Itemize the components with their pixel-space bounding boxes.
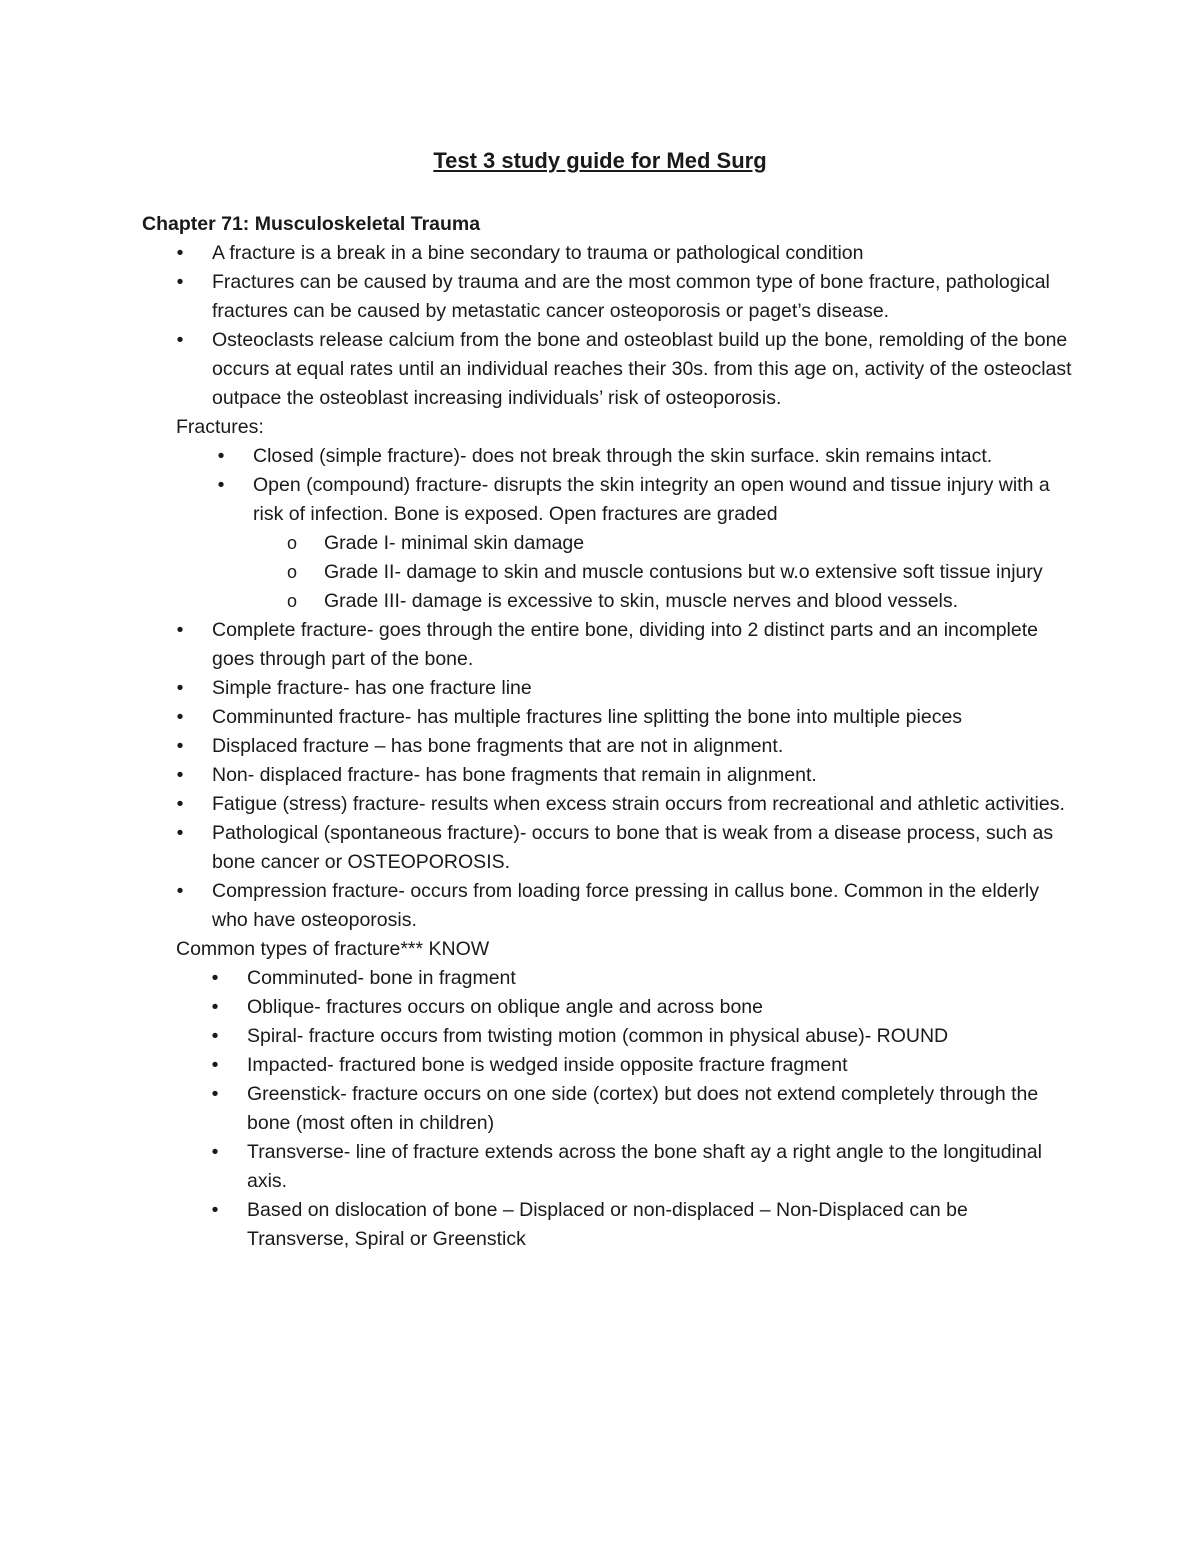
- list-item: [142, 761, 1072, 790]
- list-item-text: Displaced fracture – has bone fragments that are not in alignment.: [212, 735, 784, 757]
- list-item: [142, 819, 1072, 877]
- list-item: [142, 1051, 1072, 1080]
- bullet-icon: o: [286, 562, 297, 582]
- list-item-text: Spiral- fracture occurs from twisting motion (common in physical abuse)- ROUND: [247, 1025, 949, 1047]
- chapter-heading: Chapter 71: Musculoskeletal Trauma: [142, 213, 481, 235]
- bullet-icon: •: [211, 1025, 219, 1047]
- list-item: [142, 732, 1072, 761]
- bullet-icon: •: [211, 1054, 219, 1076]
- list-item: [142, 558, 1072, 587]
- document-body: [142, 210, 1072, 1254]
- list-item: [142, 1022, 1072, 1051]
- fractures-list: [142, 442, 1072, 529]
- list-item: [142, 529, 1072, 558]
- list-item: [142, 1138, 1072, 1196]
- list-item-text: Closed (simple fracture)- does not break through the skin surface. skin remains intact.: [253, 445, 993, 467]
- intro-list: [142, 239, 1072, 413]
- list-item-text: Comminuted- bone in fragment: [247, 967, 516, 989]
- list-item-text: Comminunted fracture- has multiple fractures line splitting the bone into multiple pieces: [212, 706, 963, 728]
- document-title: Test 3 study guide for Med Surg: [433, 148, 767, 173]
- list-item: [142, 703, 1072, 732]
- list-item-text: Osteoclasts release calcium from the bone and osteoblast build up the bone, remolding of the bone occurs at equal rates until an individual reaches their 30s. from this age on, activity of the osteoclast outpace the osteoblast increasing individuals’ risk of osteoporosis.: [212, 329, 1072, 409]
- bullet-icon: •: [176, 242, 184, 264]
- list-item-text: Open (compound) fracture- disrupts the skin integrity an open wound and tissue injury with a risk of infection. Bone is exposed. Open fractures are graded: [253, 474, 1050, 525]
- bullet-icon: •: [211, 1083, 219, 1105]
- list-item-text: Impacted- fractured bone is wedged inside opposite fracture fragment: [247, 1054, 848, 1076]
- list-item-text: A fracture is a break in a bine secondary to trauma or pathological condition: [212, 242, 864, 264]
- list-item: [142, 268, 1072, 326]
- list-item-text: Fatigue (stress) fracture- results when excess strain occurs from recreational and athletic activities.: [212, 793, 1065, 815]
- bullet-icon: •: [211, 1199, 219, 1221]
- list-item-text: Greenstick- fracture occurs on one side (cortex) but does not extend completely through the bone (most often in children): [247, 1083, 1039, 1134]
- list-item: [142, 326, 1072, 413]
- list-item: [142, 674, 1072, 703]
- bullet-icon: •: [176, 764, 184, 786]
- list-item: [142, 790, 1072, 819]
- bullet-icon: •: [176, 735, 184, 757]
- fracture-types-list: [142, 616, 1072, 935]
- list-item-text: Oblique- fractures occurs on oblique angle and across bone: [247, 996, 763, 1018]
- bullet-icon: •: [217, 445, 225, 467]
- bullet-icon: •: [176, 706, 184, 728]
- list-item-text: Grade II- damage to skin and muscle contusions but w.o extensive soft tissue injury: [324, 561, 1043, 583]
- list-item-text: Grade I- minimal skin damage: [324, 532, 585, 554]
- list-item-text: Non- displaced fracture- has bone fragments that remain in alignment.: [212, 764, 817, 786]
- bullet-icon: •: [217, 474, 225, 496]
- bullet-icon: •: [211, 996, 219, 1018]
- grades-list: [142, 529, 1072, 616]
- list-item-text: Pathological (spontaneous fracture)- occurs to bone that is weak from a disease process, such as bone cancer or OSTEOPOROSIS.: [212, 822, 1054, 873]
- fractures-heading: Fractures:: [176, 416, 264, 438]
- list-item: [142, 587, 1072, 616]
- list-item: [142, 964, 1072, 993]
- bullet-icon: •: [176, 677, 184, 699]
- list-item-text: Grade III- damage is excessive to skin, muscle nerves and blood vessels.: [324, 590, 959, 612]
- list-item: [142, 239, 1072, 268]
- list-item-text: Fractures can be caused by trauma and are the most common type of bone fracture, pathological fractures can be caused by metastatic cancer osteoporosis or paget’s disease.: [212, 271, 1050, 322]
- list-item: [142, 1196, 1072, 1254]
- list-item: [142, 471, 1072, 529]
- bullet-icon: •: [211, 1141, 219, 1163]
- common-types-heading: Common types of fracture*** KNOW: [176, 938, 490, 960]
- bullet-icon: •: [176, 793, 184, 815]
- list-item: [142, 442, 1072, 471]
- bullet-icon: •: [176, 822, 184, 844]
- bullet-icon: •: [176, 329, 184, 351]
- common-types-list: [142, 964, 1072, 1254]
- list-item: [142, 1080, 1072, 1138]
- list-item: [142, 993, 1072, 1022]
- bullet-icon: o: [286, 533, 297, 553]
- bullet-icon: •: [176, 619, 184, 641]
- list-item: [142, 616, 1072, 674]
- list-item-text: Based on dislocation of bone – Displaced or non-displaced – Non-Displaced can be Transverse, Spiral or Greenstick: [247, 1199, 968, 1250]
- list-item-text: Transverse- line of fracture extends across the bone shaft ay a right angle to the longitudinal axis.: [247, 1141, 1042, 1192]
- list-item: [142, 877, 1072, 935]
- bullet-icon: •: [176, 880, 184, 902]
- bullet-icon: •: [211, 967, 219, 989]
- list-item-text: Complete fracture- goes through the entire bone, dividing into 2 distinct parts and an incomplete goes through part of the bone.: [212, 619, 1038, 670]
- bullet-icon: o: [286, 591, 297, 611]
- list-item-text: Simple fracture- has one fracture line: [212, 677, 532, 699]
- list-item-text: Compression fracture- occurs from loading force pressing in callus bone. Common in the elderly who have osteoporosis.: [212, 880, 1039, 931]
- bullet-icon: •: [176, 271, 184, 293]
